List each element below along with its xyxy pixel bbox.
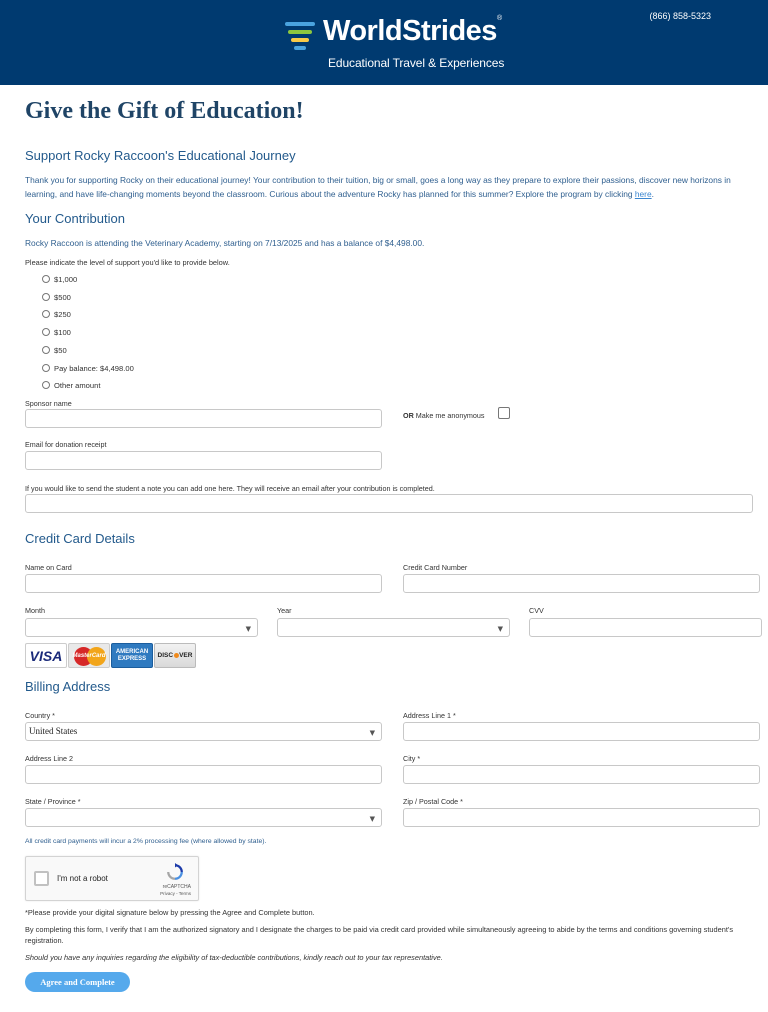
country-select[interactable]: United States ▼ bbox=[25, 722, 382, 741]
balance-status: Rocky Raccoon is attending the Veterinary Academy, starting on 7/13/2025 and has a balance of $4,498.00. bbox=[25, 238, 425, 248]
tax-note: Should you have any inquiries regarding the eligibility of tax-deductible contributions, kindly reach out to your tax representative. bbox=[25, 953, 443, 962]
radio-button[interactable] bbox=[42, 346, 50, 354]
option-100[interactable]: $100 bbox=[42, 326, 71, 338]
address1-label: Address Line 1 * bbox=[403, 711, 456, 720]
option-500[interactable]: $500 bbox=[42, 291, 71, 303]
phone-number[interactable]: (866) 858-5323 bbox=[649, 11, 711, 21]
recaptcha-widget bbox=[25, 856, 199, 901]
logo-mark-icon bbox=[285, 22, 315, 50]
note-label: If you would like to send the student a note you can add one here. They will receive an email after your contribution is completed. bbox=[25, 484, 435, 493]
radio-button[interactable] bbox=[42, 275, 50, 283]
support-instruction: Please indicate the level of support you'd like to provide below. bbox=[25, 258, 230, 267]
program-link[interactable]: here bbox=[634, 188, 652, 199]
anonymous-label: OR Make me anonymous bbox=[403, 411, 485, 420]
card-number-input[interactable] bbox=[403, 574, 760, 593]
agreement-text: By completing this form, I verify that I am the authorized signatory and I designate the charges to be paid via credit card provided while simultaneously agreeing to abide by the terms and conditions governing student's registration. bbox=[25, 925, 734, 945]
option-pay-balance[interactable]: Pay balance: $4,498.00 bbox=[42, 362, 134, 374]
recaptcha-links[interactable]: Privacy - Terms bbox=[160, 891, 191, 896]
zip-input[interactable] bbox=[403, 808, 760, 827]
radio-button[interactable] bbox=[42, 310, 50, 318]
page-title: Give the Gift of Education! bbox=[25, 98, 304, 124]
option-50[interactable]: $50 bbox=[42, 344, 67, 356]
city-label: City * bbox=[403, 754, 421, 763]
cvv-label: CVV bbox=[529, 606, 544, 615]
option-other-amount[interactable]: Other amount bbox=[42, 379, 100, 391]
support-intro: Thank you for supporting Rocky on their educational journey! Your contribution to their tuition, big or small, goes a long way as they prepare to explore their passions, discover new horizons in learning, and have life-changing moments beyond the classroom. Curious about the adventure Rocky has planned for this summer? Explore the program by clicking here. bbox=[25, 175, 731, 199]
address2-input[interactable] bbox=[25, 765, 382, 784]
recaptcha-brand: reCAPTCHA bbox=[162, 884, 191, 890]
email-input[interactable] bbox=[25, 451, 382, 470]
card-number-label: Credit Card Number bbox=[403, 563, 468, 572]
name-on-card-label: Name on Card bbox=[25, 563, 72, 572]
signature-note: *Please provide your digital signature below by pressing the Agree and Complete button. bbox=[25, 908, 315, 917]
accepted-cards bbox=[25, 643, 196, 668]
support-heading: Support Rocky Raccoon's Educational Journey bbox=[25, 148, 296, 163]
chevron-down-icon: ▼ bbox=[369, 815, 375, 823]
chevron-down-icon: ▼ bbox=[245, 625, 251, 633]
chevron-down-icon: ▼ bbox=[497, 625, 503, 633]
recaptcha-checkbox[interactable] bbox=[34, 871, 49, 886]
recaptcha-label: I'm not a robot bbox=[57, 874, 108, 883]
cvv-input[interactable] bbox=[529, 618, 762, 637]
address1-input[interactable] bbox=[403, 722, 760, 741]
year-select[interactable] bbox=[277, 618, 510, 637]
email-label: Email for donation receipt bbox=[25, 440, 107, 449]
note-input[interactable] bbox=[25, 494, 753, 513]
country-label: Country * bbox=[25, 711, 55, 720]
option-1000[interactable]: $1,000 bbox=[42, 273, 77, 285]
visa-icon: VISA bbox=[25, 643, 67, 668]
city-input[interactable] bbox=[403, 765, 760, 784]
option-250[interactable]: $250 bbox=[42, 308, 71, 320]
amex-icon: AMERICAN EXPRESS bbox=[111, 643, 153, 668]
billing-heading: Billing Address bbox=[25, 679, 111, 694]
anonymous-checkbox[interactable] bbox=[498, 407, 510, 419]
radio-button[interactable] bbox=[42, 364, 50, 372]
state-label: State / Province * bbox=[25, 797, 81, 806]
zip-label: Zip / Postal Code * bbox=[403, 797, 463, 806]
chevron-down-icon: ▼ bbox=[369, 729, 375, 737]
logo-wordmark: WorldStrides® bbox=[323, 15, 502, 47]
worldstrides-logo[interactable] bbox=[285, 15, 505, 74]
site-header bbox=[0, 0, 768, 85]
contribution-heading: Your Contribution bbox=[25, 211, 125, 226]
processing-fee-note: All credit card payments will incur a 2% processing fee (where allowed by state). bbox=[25, 838, 267, 845]
logo-tagline: Educational Travel & Experiences bbox=[328, 56, 505, 70]
radio-button[interactable] bbox=[42, 381, 50, 389]
sponsor-name-label: Sponsor name bbox=[25, 399, 72, 408]
radio-button[interactable] bbox=[42, 293, 50, 301]
recaptcha-icon bbox=[166, 863, 184, 881]
address2-label: Address Line 2 bbox=[25, 754, 73, 763]
sponsor-name-input[interactable] bbox=[25, 409, 382, 428]
name-on-card-input[interactable] bbox=[25, 574, 382, 593]
agree-and-complete-button[interactable]: Agree and Complete bbox=[25, 972, 130, 992]
month-label: Month bbox=[25, 606, 45, 615]
radio-button[interactable] bbox=[42, 328, 50, 336]
year-label: Year bbox=[277, 606, 292, 615]
month-select[interactable] bbox=[25, 618, 258, 637]
mastercard-icon: MasterCard bbox=[68, 643, 110, 668]
discover-icon: DISC VER bbox=[154, 643, 196, 668]
credit-card-heading: Credit Card Details bbox=[25, 531, 135, 546]
state-select[interactable] bbox=[25, 808, 382, 827]
